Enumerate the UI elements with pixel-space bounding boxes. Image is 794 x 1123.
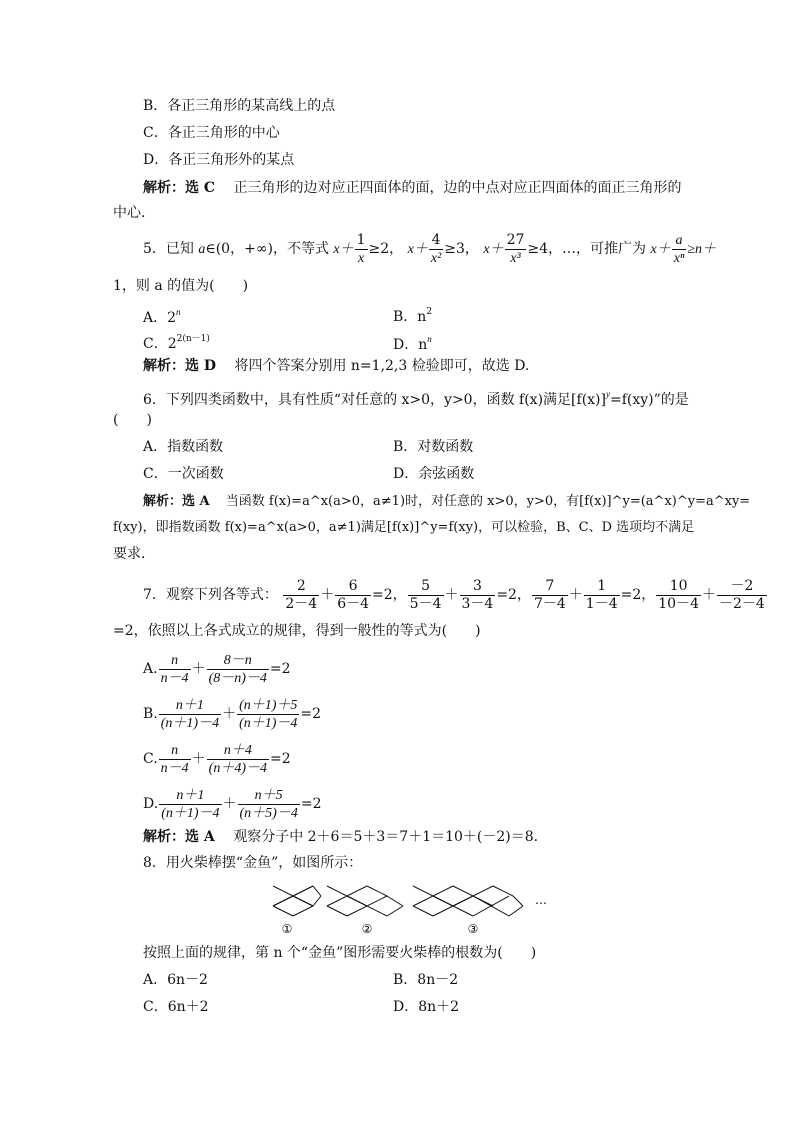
fraction: $\frac{10}{10-4}$ [658,577,699,612]
q5-stem-line2: 1，则 a 的值为( ) [113,278,249,294]
q6-solution-cont: f(xy)，即指数函数 f(x)=a^x(a>0，a≠1)满足[f(x)]^y=f(xy)，可以检验，B、C、D 选项均不满足 [113,520,695,535]
math-text: ＋ [191,661,206,677]
fish-figure [265,878,555,936]
math-text: B. [143,706,158,722]
q8-option-a: A．6n－2 [143,972,208,988]
q8-stem: 8．用火柴棒摆“金鱼”，如图所示： [143,855,363,871]
q5-term: x＋ [333,242,354,257]
q6-solution-cont2: 要求． [113,546,155,562]
fish-shape-3 [413,886,523,916]
q6-solution [143,492,750,512]
q5-text: ∈(0，+∞)，不等式 [205,241,334,257]
q5-term: x＋ [483,242,504,257]
q6-option-a: A．指数函数 [143,439,224,455]
math-text: ＋ [222,796,237,812]
solution-prev-cont: 中心． [113,205,155,221]
q5-text: ，…，可推广为 [548,241,651,257]
solution-text: 当函数 f(x)=a^x(a>0，a≠1)时，对任意的 x>0，y>0，有[f(x)]^y=(a^x)^y=a^xy= [225,494,751,509]
fish-shape-2 [327,886,403,916]
fraction: $\frac{2}{2-4}$ [285,577,318,612]
q5-option-d: D．$n^n$ [393,334,432,353]
math-text: D. [143,796,159,812]
fraction: $\frac{n+5}{(n+5)-4}$ [239,787,298,821]
fraction: $\frac{3}{3-4}$ [461,577,494,612]
math-text: =2， [496,587,531,603]
q7-option-c [143,740,291,778]
math-text: =2， [620,587,656,603]
q5-text: 5．已知 [143,241,199,257]
q5-term: x＋ [650,242,671,257]
fraction: $\frac{n}{n-4}$ [160,742,189,776]
math-text: =2 [270,751,291,767]
q5-frac-gen: $\frac{a}{\text{xⁿ}}$ [673,232,685,266]
q6-option-c: C．一次函数 [143,466,224,482]
q5-frac-1: $\frac{1}{x}$ [356,231,366,266]
math-text: C. [143,751,158,767]
solution-label: 解析：选 C [143,180,216,196]
solution-label: 解析：选 A [143,829,215,845]
q5-frac-2: $\frac{4}{\text{x²}}$ [430,231,442,266]
q8-option-d: D．8n＋2 [393,999,460,1015]
fraction: $\frac{5}{5-4}$ [409,577,442,612]
q5-rhs: ≥2， [368,241,404,257]
q7-equations [282,577,767,612]
q5-rhs: ≥4 [527,241,549,257]
q5-option-a: A．2$^n$ [143,307,181,326]
fraction: $\frac{1}{1-4}$ [585,577,618,612]
solution-label: 解析：选 A [143,494,210,509]
q6-option-b: B．对数函数 [393,439,474,455]
q7-stem-line2: =2，依照以上各式成立的规律，得到一般性的等式为( ) [113,623,481,639]
q6-stem: 6．下列四类函数中，具有性质“对任意的 x>0，y>0，函数 f(x)满足$[f(x)]^y=f(xy)$”的是 [143,389,689,408]
q7-option-b [143,695,321,733]
q5-rhs: ≥n＋ [687,242,717,257]
q5-rhs: ≥3， [444,241,479,257]
math-text: ＋ [222,706,237,722]
option-d-prev: D．各正三角形外的某点 [143,152,295,168]
fraction: $\frac{-2}{-2-4}$ [719,577,765,612]
q5-frac-3: $\frac{27}{\text{x³}}$ [506,231,525,266]
q7-text: 7．观察下列各等式： [143,587,278,603]
math-text: A. [143,661,158,677]
q5-solution [143,356,529,376]
q6-option-d: D．余弦函数 [393,466,475,482]
math-text: ＋ [320,587,335,603]
fraction: $\frac{n+1}{(n+1)-4}$ [161,787,220,821]
math-text: ＋ [702,587,716,603]
solution-text: 将四个答案分别用 n=1,2,3 检验即可，故选 D. [234,358,530,374]
q8-option-c: C．6n＋2 [143,999,209,1015]
solution-text: 正三角形的边对应正四面体的面，边的中点对应正四面体的面正三角形的 [233,180,682,196]
solution-label: 解析：选 D [143,358,217,374]
fraction: $\frac{n}{n-4}$ [160,652,189,686]
q5-option-b: B．$n^2$ [393,307,433,325]
q5-term: x＋ [407,242,428,257]
fraction: $\frac{8-n}{(8-n)-4}$ [208,652,267,686]
q5-var: a [198,242,206,257]
q8-stem-line2: 按照上面的规律，第 n 个“金鱼”图形需要火柴棒的根数为( ) [143,945,537,961]
math-text: ＋ [444,587,459,603]
fraction: $\frac{n+4}{(n+4)-4}$ [208,742,267,776]
fish-ellipsis: … [535,893,547,907]
fraction: $\frac{6}{6-4}$ [337,577,370,612]
math-text: ＋ [568,587,583,603]
q8-option-b: B．8n－2 [393,972,459,988]
q6-stem-line2: ( ) [113,412,152,428]
fraction: $\frac{7}{7-4}$ [533,577,566,612]
math-text: =2， [372,587,407,603]
math-text: ＋ [191,751,206,767]
solution-prev [143,178,681,198]
fish-label-2: ② [361,922,373,936]
fish-label-3: ③ [467,922,479,936]
fish-label-1: ① [281,922,293,936]
math-text: =2 [300,796,322,812]
q5-option-c: C．$2^{2(n-1)}$ [143,334,210,352]
fraction: $\frac{n+1}{(n+1)-4}$ [160,697,220,731]
q7-solution [143,827,538,847]
math-text: =2 [269,661,291,677]
solution-text: 观察分子中 2＋6＝5＋3＝7＋1＝10＋(－2)＝8. [233,829,539,845]
option-b-prev: B．各正三角形的某高线上的点 [143,98,336,114]
fraction: $\frac{(n+1)+5}{(n+1)-4}$ [239,697,298,731]
option-c-prev: C．各正三角形的中心 [143,125,280,141]
q7-option-a [143,650,291,688]
q5-stem [143,230,716,269]
q7-stem [143,575,768,615]
q7-option-d [143,785,321,823]
fish-shape-1 [273,886,321,916]
math-text: =2 [300,706,322,722]
